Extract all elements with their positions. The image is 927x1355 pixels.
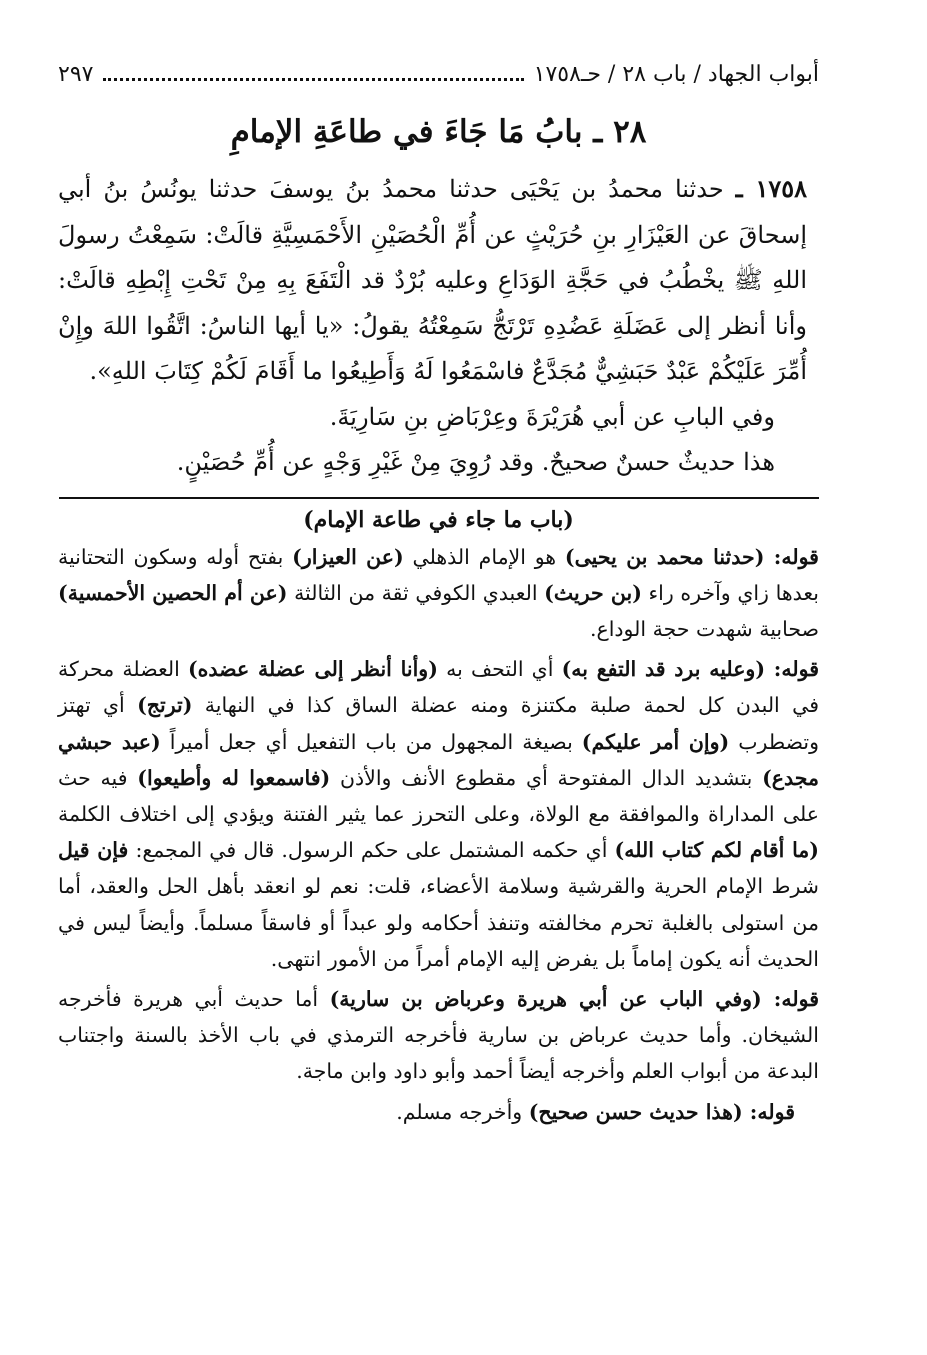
running-title: أبواب الجهاد / باب ٢٨ / حـ١٧٥٨ xyxy=(533,62,819,87)
commentary-text: وأخرجه مسلم. xyxy=(396,1099,529,1124)
running-header xyxy=(58,62,819,96)
commentary-quote: (ترتج) xyxy=(137,693,193,718)
commentary-quote: (بن حريث) xyxy=(544,580,642,605)
commentary-text: أي تهتز وتضطرب xyxy=(58,693,820,754)
commentary-text: أي التحف به xyxy=(437,657,562,682)
commentary-divider xyxy=(59,497,819,499)
commentary-quote: (عبد حبشي مجدع) xyxy=(58,729,819,790)
commentary-lead: قوله: (وعليه برد قد التفع به) xyxy=(561,657,819,682)
commentary-paragraph-3 xyxy=(58,981,819,1090)
commentary-text: أي حكمه المشتمل على حكم الرسول. قال في المجمع: xyxy=(128,838,615,863)
commentary-lead: قوله: (حدثنا محمد بن يحيى) xyxy=(564,544,819,569)
commentary-text: هو الإمام الذهلي xyxy=(403,544,565,569)
commentary-quote: (فاسمعوا له وأطيعوا) xyxy=(137,765,331,790)
chapter-title: ٢٨ ـ بابُ مَا جَاءَ في طاعَةِ الإمامِ xyxy=(230,114,647,150)
commentary-quote: (وإن أمر عليكم) xyxy=(581,729,730,754)
commentary-text: فيه حث على المداراة والموافقة مع الولاة، وعلى التحرز عما يثير الفتنة ويؤدي إلى اختلاف الكلمة xyxy=(58,765,819,826)
commentary-text: العبدي الكوفي ثقة من الثالثة xyxy=(287,580,545,605)
hadith-note-chapter: وفي البابِ عن أبي هُرَيْرَةَ وعِرْبَاضِ بنِ سَارِيَةَ. xyxy=(329,402,775,431)
commentary-quote: فإن قيل xyxy=(58,838,129,863)
commentary-text: العضلة محركة في البدن كل لحمة صلبة مكتنزة ومنه عضلة الساق كذا في النهاية xyxy=(58,657,819,718)
commentary-text: أما حديث أبي هريرة فأخرجه الشيخان. وأما حديث عرباض بن سارية فأخرجه الترمذي في باب الأخذ بالسنة واجتناب البدعة من أبواب العلم وأخرجه أيضاً أحمد وأبو داود وابن ماجة. xyxy=(58,986,819,1084)
commentary-quote: (ما أقام لكم كتاب الله) xyxy=(614,838,819,863)
commentary-paragraph-1 xyxy=(58,539,819,648)
hadith-number: ١٧٥٨ ـ xyxy=(735,174,807,203)
commentary-quote: (عن العيزار) xyxy=(292,544,404,569)
commentary-quote: (عن أم الحصين الأحمسية) xyxy=(58,580,288,605)
commentary-paragraph-4 xyxy=(58,1094,819,1130)
hadith-body: حدثنا محمدُ بن يَحْيَى حدثنا محمدُ بنُ يوسفَ حدثنا يونُسُ بنُ أبي إسحاقَ عن العَيْزَارِ بنِ حُرَيْثٍ عن أُمِّ الْحُصَيْنِ الأَحْمَسِيَّةِ قالَتْ: سَمِعْتُ رسولَ اللهِ ﷺ يخْطُبُ في حَجَّةِ الوَدَاعِ وعليه بُرْدٌ قد الْتَفَعَ بِهِ مِنْ تَحْتِ إِبْطِهِ قالَتْ: وأنا أنظر إلى عَضَلَةِ عَضُدِهِ تَرْتَجُّ سَمِعْتُهُ يقولُ: «يا أيها الناسُ: اتَّقُوا اللهَ وإِنْ أُمِّرَ عَلَيْكُمْ عَبْدٌ حَبَشِيٌّ مُجَدَّعٌ فاسْمَعُوا لَهُ وَأَطِيعُوا ما أَقَامَ لَكُمْ كِتَابَ اللهِ». xyxy=(58,175,807,385)
commentary-title: (باب ما جاء في طاعة الإمام) xyxy=(303,506,574,533)
hadith-text xyxy=(58,166,807,395)
header-dot-leader xyxy=(103,68,523,81)
commentary-paragraph-2 xyxy=(58,651,819,977)
page-number: ٢٩٧ xyxy=(58,62,94,87)
commentary-text: شرط الإمام الحرية والقرشية وسلامة الأعضاء، قلت: نعم لو انعقد بأهل الحل والعقد، أما من استولى بالغلبة تحرم مخالفته وتنفذ أحكامه ولو عبداً أو فاسقاً مسلماً. وأيضاً ليس في الحديث أنه يكون إماماً بل يفرض إليه الإمام أمراً من الأمور انتهى. xyxy=(58,874,819,971)
commentary-text: صحابية شهدت حجة الوداع. xyxy=(589,616,819,641)
hadith-note-grading: هذا حديثٌ حسنٌ صحيحٌ. وقد رُوِيَ مِنْ غَيْرِ وَجْهٍ عن أُمِّ حُصَيْنٍ. xyxy=(176,447,775,476)
commentary-text: بتشديد الدال المفتوحة أي مقطوع الأنف والأذن xyxy=(330,765,763,790)
commentary-text: بصيغة المجهول من باب التفعيل أي جعل أميراً xyxy=(160,729,582,754)
commentary-lead: قوله: (هذا حديث حسن صحيح) xyxy=(528,1099,795,1124)
commentary-lead: قوله: (وفي الباب عن أبي هريرة وعرباض بن سارية) xyxy=(329,986,819,1011)
commentary-text: بفتح أوله وسكون التحتانية بعدها زاي وآخره راء xyxy=(58,544,819,605)
commentary-quote: (وأنا أنظر إلى عضلة عضده) xyxy=(187,657,438,682)
